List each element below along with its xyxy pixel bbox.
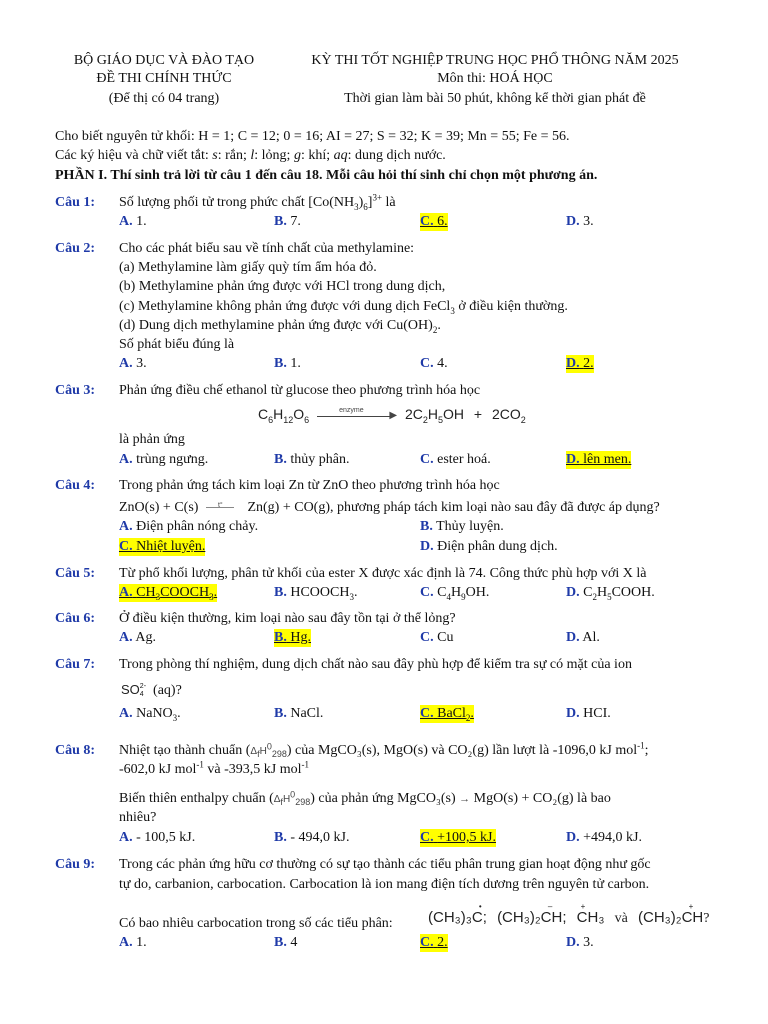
subject-label: Môn thi: HOÁ HỌC	[437, 71, 553, 86]
part1-heading: PHẦN I. Thí sinh trả lời từ câu 1 đến câu 18. Mỗi câu hỏi thí sinh chỉ chọn một phương án.	[55, 168, 598, 183]
question-2-label: Câu 2:	[55, 241, 96, 256]
q2-statement-b: (b) Methylamine phản ứng được với HCl trong dung dịch,	[119, 279, 446, 294]
q9-option-d[interactable]: D. 3.	[566, 935, 594, 950]
question-7-stem: Trong phòng thí nghiệm, dung dịch chất nào sau đây phù hợp để kiểm tra sự có mặt của ion	[119, 657, 632, 672]
species-isopropyl-anion: (CH₃)₂CH –	[497, 902, 563, 926]
q6-option-c[interactable]: C. Cu	[420, 630, 454, 645]
q1-option-c-answer[interactable]: C. 6.	[420, 214, 448, 229]
q7-option-a[interactable]: A. NaNO$_3$.	[119, 706, 181, 723]
q2-statement-a: (a) Methylamine làm giấy quỳ tím ẩm hóa đỏ.	[119, 260, 377, 275]
atomic-mass-info: Cho biết nguyên tử khối: H = 1; C = 12; 0 = 16; AI = 27; S = 32; K = 39; Mn = 55; Fe = 56.	[55, 129, 570, 144]
q2-statement-d: (d) Dung dịch methylamine phản ứng được với $Cu(OH)_2$.	[119, 318, 441, 335]
question-4-label: Câu 4:	[55, 478, 96, 493]
reaction-arrow: →	[459, 793, 471, 805]
q2-option-d-answer[interactable]: D. 2.	[566, 356, 594, 371]
enthalpy-symbol: $\Delta_fH^0_{298}$	[250, 741, 287, 759]
abbreviation-info: Các ký hiệu và chữ viết tắt: s: rắn; l: lỏng; g: khí; aq: dung dịch nước.	[55, 148, 446, 163]
question-2-stem: Cho các phát biểu sau về tính chất của methylamine:	[119, 241, 415, 256]
q4-option-c-answer[interactable]: C. Nhiệt luyện.	[119, 539, 206, 554]
enthalpy-reaction-symbol: $\Delta_fH^0_{298}$	[273, 789, 311, 807]
q3-ask: là phản ứng	[119, 432, 185, 447]
question-6-stem: Ở điều kiện thường, kim loại nào sau đây tồn tại ở thể lỏng?	[119, 611, 456, 626]
time-limit: Thời gian làm bài 50 phút, không kể thời gian phát đề	[344, 91, 646, 106]
q5-option-d[interactable]: D. $C_2H_5COOH$.	[566, 585, 655, 602]
q9-option-c-answer[interactable]: C. 2.	[420, 935, 448, 950]
ministry-name: BỘ GIÁO DỤC VÀ ĐÀO TẠO	[73, 53, 255, 68]
q2-option-a[interactable]: A. 3.	[119, 356, 147, 371]
enzyme-arrow: enzyme ▶	[317, 414, 397, 417]
q8-line-4: nhiêu?	[119, 810, 157, 825]
question-7-label: Câu 7:	[55, 657, 96, 672]
q1-option-a[interactable]: A. 1.	[119, 214, 147, 229]
q7-option-c-answer[interactable]: C. BaCl$_2$.	[420, 706, 474, 723]
q6-option-b-answer[interactable]: B. Hg.	[274, 630, 311, 645]
heat-arrow-label: t°	[217, 502, 223, 510]
q8-option-b[interactable]: B. - 494,0 kJ.	[274, 830, 350, 845]
q2-option-b[interactable]: B. 1.	[274, 356, 301, 371]
q8-option-d[interactable]: D. +494,0 kJ.	[566, 830, 642, 845]
question-1-label: Câu 1:	[55, 195, 96, 210]
q9-option-b[interactable]: B. 4	[274, 935, 298, 950]
q9-line-2: tự do, carbanion, carbocation. Carbocation là ion mang điện tích dương trên nguyên tử carbon.	[119, 877, 650, 892]
q7-ion: SO 2- 4 (aq)?	[121, 682, 182, 698]
q4-option-b[interactable]: B. Thủy luyện.	[420, 519, 504, 534]
exam-title: KỲ THI TỐT NGHIỆP TRUNG HỌC PHỔ THÔNG NĂM 2025	[311, 53, 679, 68]
official-exam-label: ĐỀ THI CHÍNH THỨC	[96, 71, 232, 86]
q2-statement-c: (c) Methylamine không phản ứng được với dung dịch FeCl$_3$ ở điều kiện thường.	[119, 299, 568, 316]
q3-option-b[interactable]: B. thủy phân.	[274, 452, 350, 467]
question-8-label: Câu 8:	[55, 743, 96, 758]
q9-line-3: Có bao nhiêu carbocation trong số các tiểu phân:	[119, 916, 393, 931]
question-6-label: Câu 6:	[55, 611, 96, 626]
q5-option-c[interactable]: C. $C_4H_9OH$.	[420, 585, 490, 602]
q4-option-d[interactable]: D. Điện phân dung dịch.	[420, 539, 558, 554]
q9-line-1: Trong các phản ứng hữu cơ thường có sự tạo thành các tiểu phân trung gian hoạt động như gốc	[119, 857, 651, 872]
page-count-note: (Để thị có 04 trang)	[108, 91, 220, 106]
q3-option-d-answer[interactable]: D. lên men.	[566, 452, 632, 467]
q8-line-3: Biến thiên enthalpy chuẩn $(\Delta_fH^0_{298})$ của phản ứng MgCO₃(s) → MgO(s) + CO₂(g) là bao	[119, 789, 611, 807]
question-4-stem: Trong phản ứng tách kim loại Zn từ ZnO theo phương trình hóa học	[119, 478, 500, 493]
question-5-stem: Từ phổ khối lượng, phân tử khối của ester X được xác định là 74. Công thức phù hợp với X là	[119, 566, 647, 581]
q4-option-a[interactable]: A. Điện phân nóng chảy.	[119, 519, 259, 534]
q2-option-c[interactable]: C. 4.	[420, 356, 448, 371]
q6-option-d[interactable]: D. Al.	[566, 630, 600, 645]
q1-option-d[interactable]: D. 3.	[566, 214, 594, 229]
enzyme-arrow-label: enzyme	[339, 406, 364, 414]
q6-option-a[interactable]: A. Ag.	[119, 630, 156, 645]
species-isopropyl-cation: (CH₃)₂CH +	[638, 902, 704, 926]
q8-line-1: Nhiệt tạo thành chuẩn $(\Delta_fH^0_{298})$ của MgCO₃(s), MgO(s) và CO₂(g) lần lượt là -1096,0 kJ mol$^{-1}$;	[119, 740, 649, 759]
question-3-stem: Phản ứng điều chế ethanol từ glucose theo phương trình hóa học	[119, 383, 481, 398]
question-3-label: Câu 3:	[55, 383, 96, 398]
q7-option-b[interactable]: B. NaCl.	[274, 706, 324, 721]
q1-option-b[interactable]: B. 7.	[274, 214, 301, 229]
q8-option-a[interactable]: A. - 100,5 kJ.	[119, 830, 196, 845]
q3-equation: $C_6H_{12}O_6$ enzyme ▶ $2C_2H_5OH + 2CO_2$	[258, 405, 526, 423]
species-methyl: CH₃ +	[576, 902, 605, 926]
q9-species: (CH₃)₃C • ; (CH₃)₂CH – ; CH₃ + và (CH₃)₂CH + ?	[428, 902, 710, 926]
q7-option-d[interactable]: D. HCI.	[566, 706, 611, 721]
q2-ask: Số phát biểu đúng là	[119, 337, 235, 352]
heat-arrow	[206, 502, 240, 510]
q3-option-a[interactable]: A. trùng ngưng.	[119, 452, 209, 467]
q5-option-b[interactable]: B. $HCOOCH_3$.	[274, 585, 358, 602]
question-5-label: Câu 5:	[55, 566, 96, 581]
q8-option-c-answer[interactable]: C. +100,5 kJ.	[420, 830, 496, 845]
q4-equation: ZnO(s) + C(s) t° Zn(g) + CO(g), phương pháp tách kim loại nào sau đây đã được áp dụng?	[119, 499, 660, 517]
species-tert-butyl: (CH₃)₃C •	[428, 902, 483, 926]
q8-line-2: -602,0 kJ mol$^{-1}$ và -393,5 kJ mol$^{-1}$	[119, 759, 309, 777]
q5-option-a-answer[interactable]: A. $CH_3COOCH_3$.	[119, 585, 218, 602]
q9-option-a[interactable]: A. 1.	[119, 935, 147, 950]
question-9-label: Câu 9:	[55, 857, 96, 872]
question-1-stem: Số lượng phối tử trong phức chất $[Co(NH_3)_6]^{3+}$ là	[119, 192, 396, 212]
q3-option-c[interactable]: C. ester hoá.	[420, 452, 491, 467]
